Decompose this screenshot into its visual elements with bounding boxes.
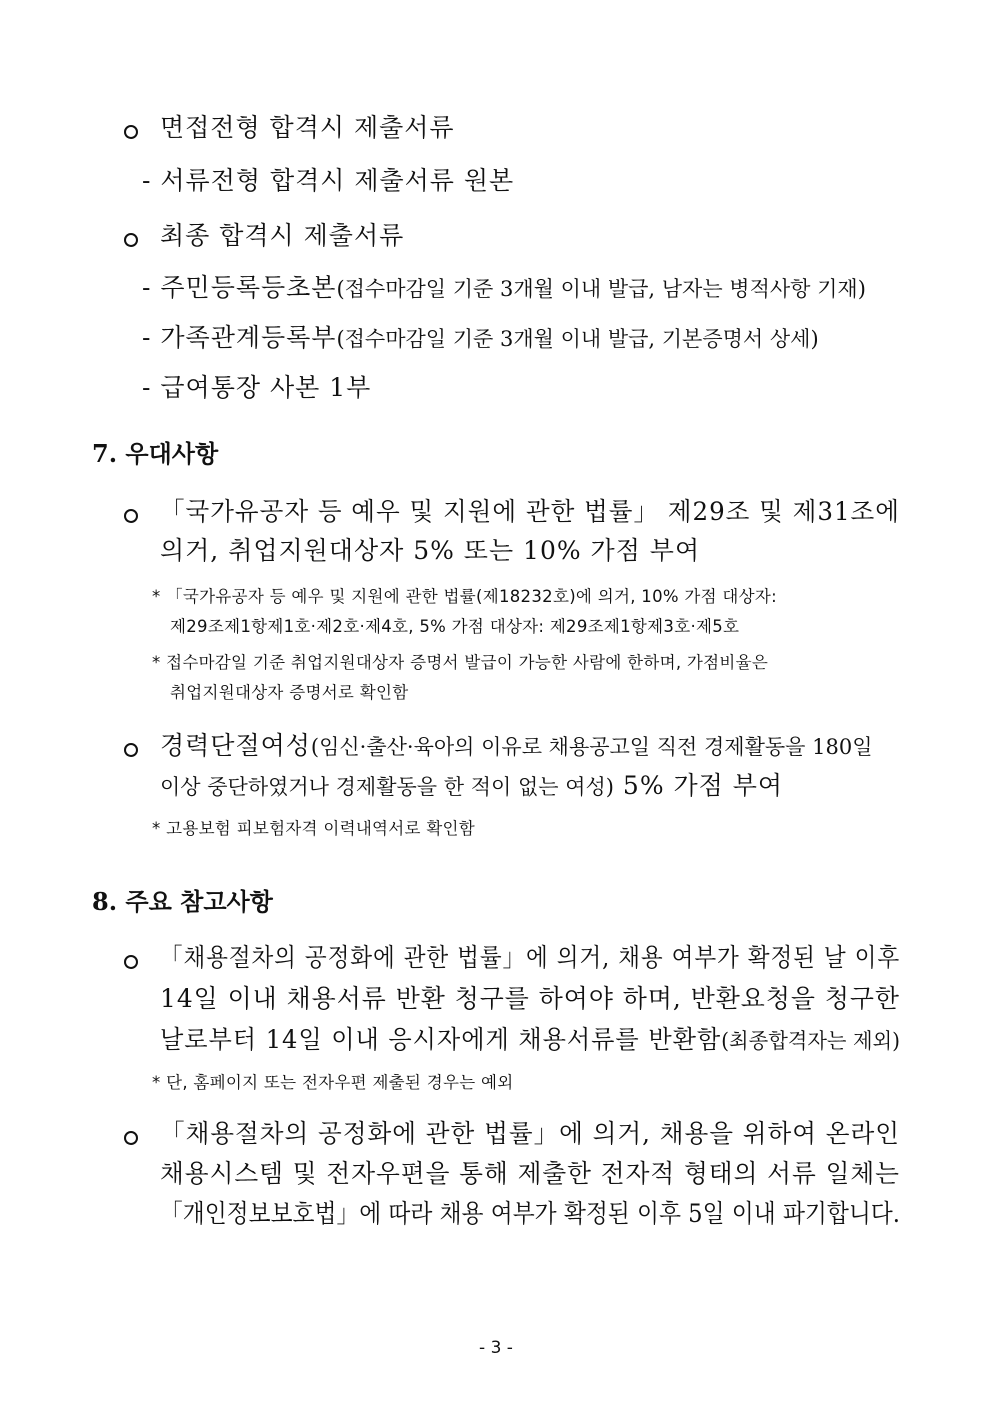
section-7-para-1-line-1: 「국가유공자 등 예우 및 지원에 관한 법률」 제29조 및 제31조에 (160, 497, 900, 526)
section-7-note-2-line-1: * 접수마감일 기준 취업지원대상자 증명서 발급이 가능한 사람에 한하며, 가점비율은 (152, 653, 769, 672)
section-7-note-2-line-2: 취업지원대상자 증명서로 확인함 (170, 683, 409, 702)
section-8-para-2-line-3: 「개인정보보호법」에 따라 채용 여부가 확정된 이후 5일 이내 파기합니다. (160, 1199, 901, 1228)
section-8-title: 8. 주요 참고사항 (92, 887, 273, 916)
section-7-note-1-line-1: * 「국가유공자 등 예우 및 지원에 관한 법률(제18232호)에 의거, 10% 가점 대상자: (152, 587, 777, 606)
para-paren-text: 이상 중단하였거나 경제활동을 한 적이 없는 여성) (160, 775, 614, 799)
para-main-text: 5% 가점 부여 (613, 771, 784, 800)
page-number: - 3 - (479, 1338, 513, 1358)
final-docs-heading: 최종 합격시 제출서류 (160, 221, 405, 250)
section-8-para-1-line-3 (160, 1025, 900, 1055)
final-docs-item-bankbook: - 급여통장 사본 1부 (142, 373, 372, 402)
para-main-text: 날로부터 14일 이내 응시자에게 채용서류를 반환함 (160, 1025, 722, 1054)
interview-docs-item: - 서류전형 합격시 제출서류 원본 (142, 166, 515, 195)
circle-bullet-icon (124, 233, 138, 247)
section-7-para-2-line-1 (160, 731, 873, 761)
final-docs-item-family-registration (142, 323, 819, 353)
section-7-note-3: * 고용보험 피보험자격 이력내역서로 확인함 (152, 819, 476, 838)
section-7-title: 7. 우대사항 (92, 439, 219, 468)
item-main-text: - 가족관계등록부 (142, 323, 337, 352)
section-7-para-2-line-2 (160, 771, 783, 801)
circle-bullet-icon (124, 509, 138, 523)
para-main-text: 경력단절여성 (160, 731, 311, 760)
circle-bullet-icon (124, 125, 138, 139)
circle-bullet-icon (124, 955, 138, 969)
interview-docs-heading: 면접전형 합격시 제출서류 (160, 113, 455, 142)
section-7-para-1-line-2: 의거, 취업지원대상자 5% 또는 10% 가점 부여 (160, 536, 701, 565)
para-paren-text: (최종합격자는 제외) (721, 1029, 901, 1053)
circle-bullet-icon (124, 743, 138, 757)
item-paren-text: (접수마감일 기준 3개월 이내 발급, 기본증명서 상세) (336, 327, 819, 351)
para-paren-text: (임신·출산·육아의 이유로 채용공고일 직전 경제활동을 180일 (310, 735, 873, 759)
section-8-para-2-line-2: 채용시스템 및 전자우편을 통해 제출한 전자적 형태의 서류 일체는 (160, 1159, 900, 1188)
section-8-para-1-line-1: 「채용절차의 공정화에 관한 법률」에 의거, 채용 여부가 확정된 날 이후 (160, 943, 901, 972)
section-8-para-2-line-1: 「채용절차의 공정화에 관한 법률」에 의거, 채용을 위하여 온라인 (160, 1119, 900, 1148)
section-8-para-1-line-2: 14일 이내 채용서류 반환 청구를 하여야 하며, 반환요청을 청구한 (160, 984, 900, 1013)
circle-bullet-icon (124, 1131, 138, 1145)
section-7-note-1-line-2: 제29조제1항제1호·제2호·제4호, 5% 가점 대상자: 제29조제1항제3호·제5호 (170, 617, 740, 636)
final-docs-item-resident-registration (142, 273, 866, 303)
item-main-text: - 주민등록등초본 (142, 273, 337, 302)
section-8-note-1: * 단, 홈페이지 또는 전자우편 제출된 경우는 예외 (152, 1073, 514, 1092)
item-paren-text: (접수마감일 기준 3개월 이내 발급, 남자는 병적사항 기재) (336, 277, 866, 301)
